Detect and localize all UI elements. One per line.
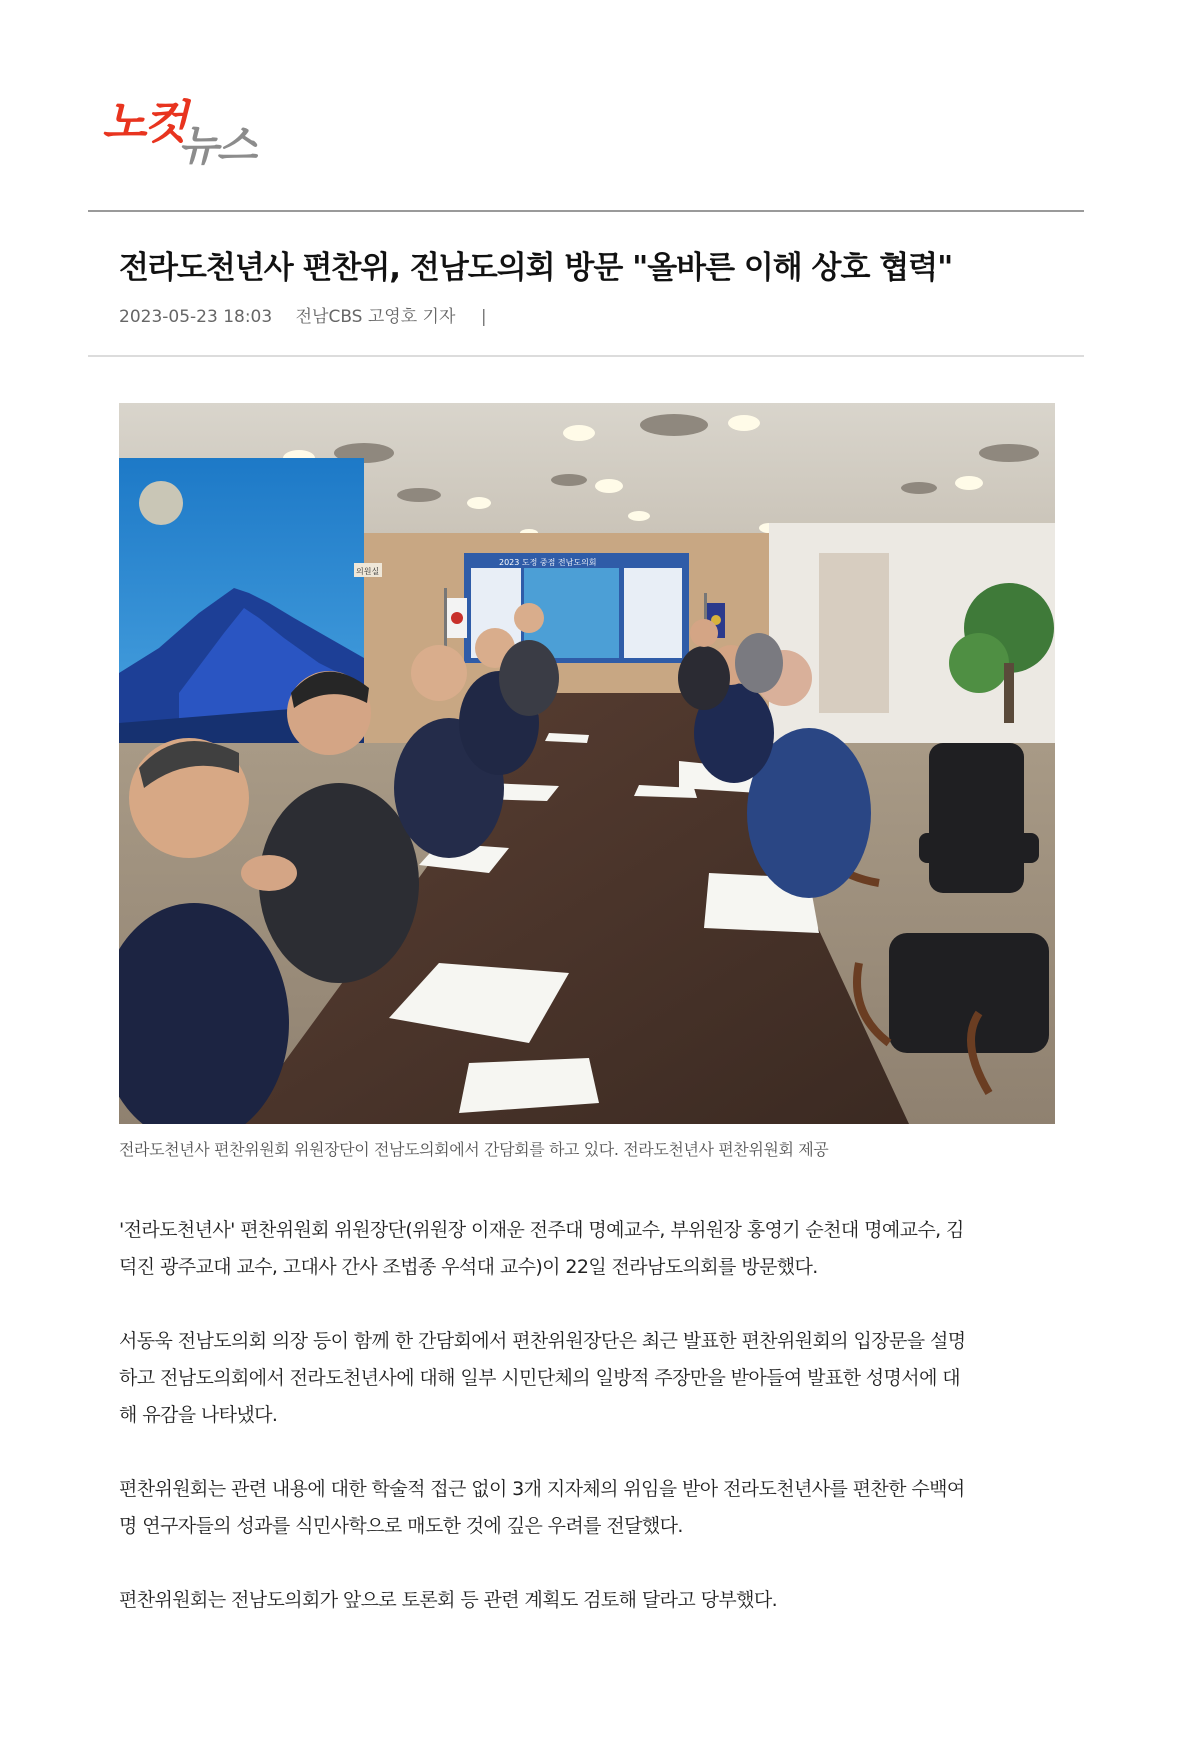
svg-text:2023 도정 중점 전남도의회: 2023 도정 중점 전남도의회	[499, 558, 597, 567]
header-divider	[88, 210, 1084, 212]
article-paragraph	[119, 1323, 1049, 1434]
photo-caption: 전라도천년사 편찬위원회 위원장단이 전남도의회에서 간담회를 하고 있다. 전라도천년사 편찬위원회 제공	[119, 1140, 829, 1159]
paragraph-line: 명 연구자들의 성과를 식민사학으로 매도한 것에 깊은 우려를 전달했다.	[119, 1515, 683, 1537]
article-datetime: 2023-05-23 18:03	[119, 307, 273, 327]
article-paragraph	[119, 1212, 1049, 1286]
article-title: 전라도천년사 편찬위, 전남도의회 방문 "올바른 이해 상호 협력"	[119, 250, 953, 286]
paragraph-line: 해 유감을 나타냈다.	[119, 1404, 278, 1426]
paragraph-line: 편찬위원회는 관련 내용에 대한 학술적 접근 없이 3개 지자체의 위임을 받아 전라도천년사를 편찬한 수백여	[119, 1478, 965, 1500]
paragraph-line: 서동욱 전남도의회 의장 등이 함께 한 간담회에서 편찬위원장단은 최근 발표한 편찬위원회의 입장문을 설명	[119, 1330, 966, 1352]
article-meta	[119, 302, 505, 327]
paragraph-line: 편찬위원회는 전남도의회가 앞으로 토론회 등 관련 계획도 검토해 달라고 당부했다.	[119, 1589, 778, 1611]
paragraph-line: 하고 전남도의회에서 전라도천년사에 대해 일부 시민단체의 일방적 주장만을 받아들여 발표한 성명서에 대	[119, 1367, 961, 1389]
article-byline[interactable]: 전남CBS 고영호 기자	[295, 307, 456, 327]
logo-word-news: 뉴스	[178, 121, 256, 170]
paragraph-line: 덕진 광주교대 교수, 고대사 간사 조법종 우석대 교수)이 22일 전라남도의회를 방문했다.	[119, 1256, 818, 1278]
logo-word-nocut: 노컷	[102, 95, 185, 149]
nocut-news-logo[interactable]	[102, 92, 302, 172]
meta-divider	[88, 355, 1084, 357]
article-paragraph	[119, 1471, 1049, 1545]
article-paragraph	[119, 1582, 1049, 1619]
svg-text:의원실: 의원실	[356, 567, 380, 576]
meta-separator: |	[480, 307, 487, 327]
article-photo	[119, 403, 1055, 1124]
paragraph-line: '전라도천년사' 편찬위원회 위원장단(위원장 이재운 전주대 명예교수, 부위원장 홍영기 순천대 명예교수, 김	[119, 1219, 964, 1241]
